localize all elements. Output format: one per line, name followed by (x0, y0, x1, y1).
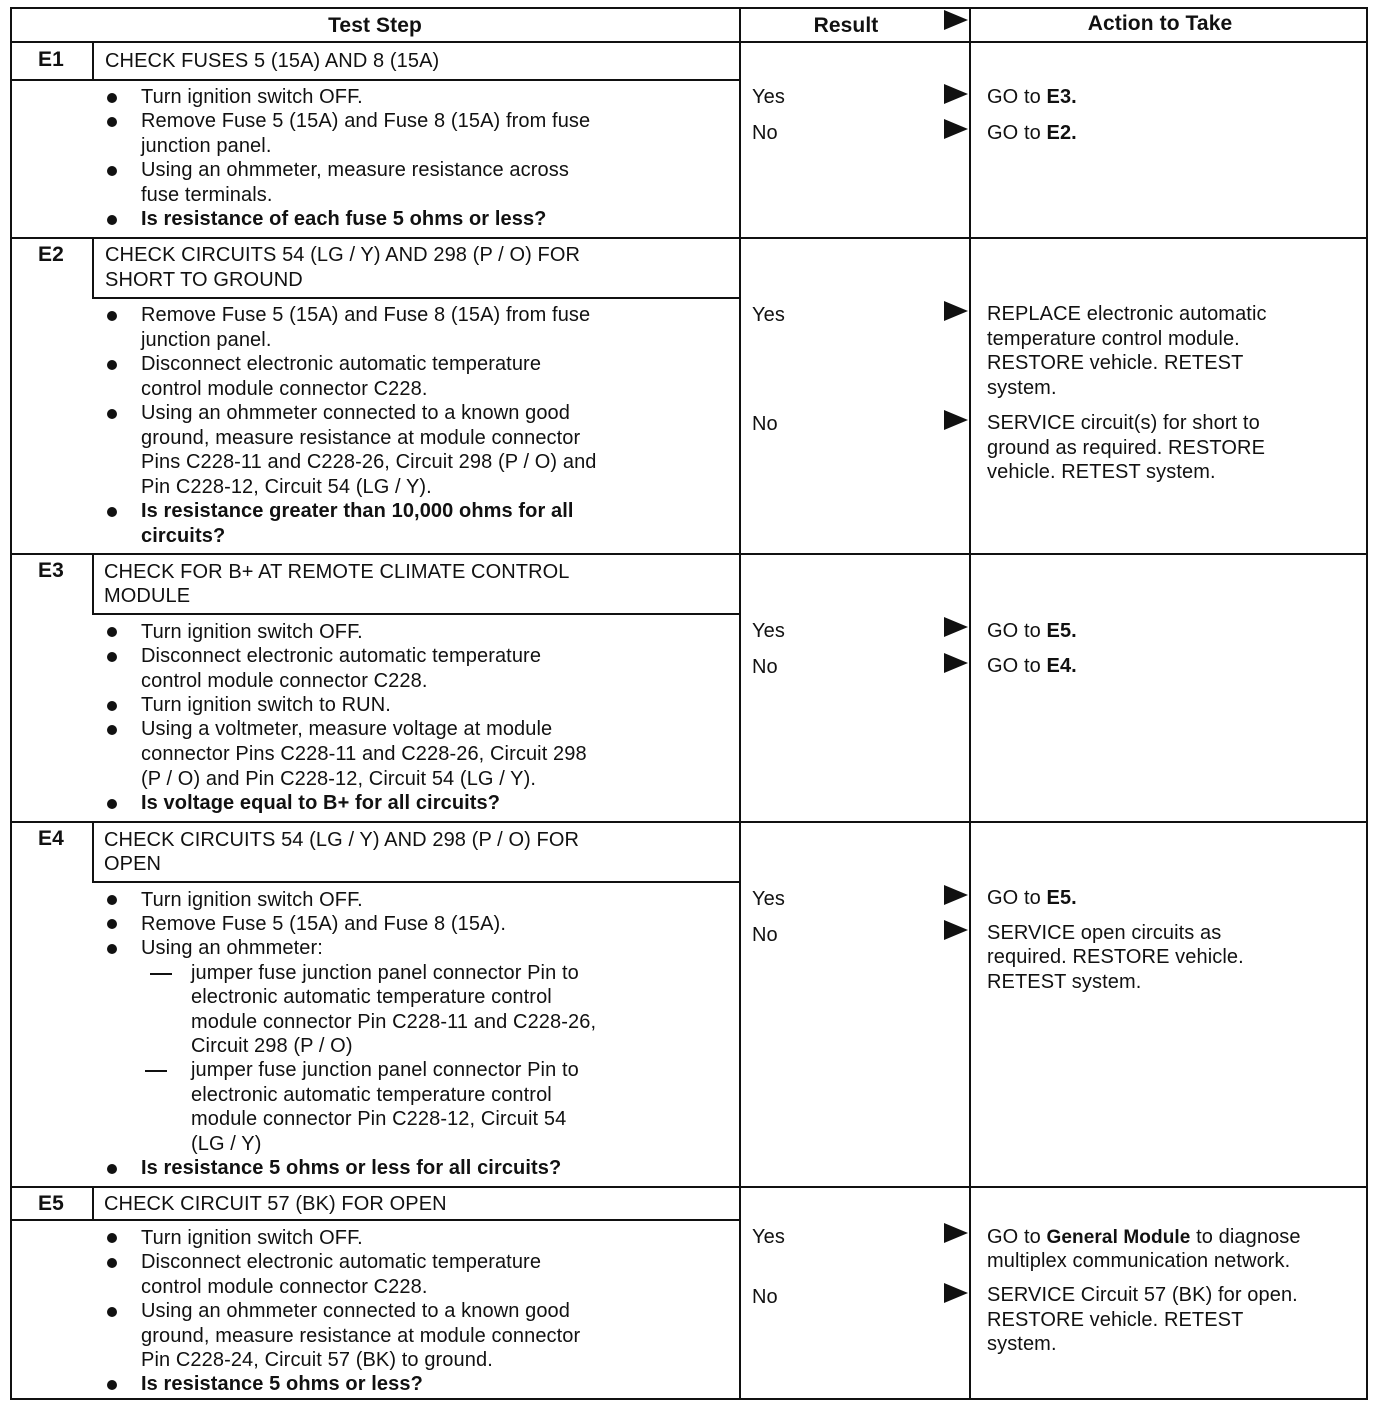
step-line: Using an ohmmeter, measure resistance across (141, 159, 569, 181)
action-text: ground as required. RESTORE (987, 437, 1266, 459)
arrow-icon (944, 1223, 968, 1243)
result-yes: Yes (752, 620, 785, 642)
step-line: Turn ignition switch OFF. (141, 86, 363, 108)
step-question: Is voltage equal to B+ for all circuits? (141, 792, 501, 814)
id-divider (92, 41, 94, 81)
step-line: ground, measure resistance at module connector (141, 427, 581, 449)
action-text: multiplex communication network. (987, 1250, 1291, 1272)
step-question: Is resistance of each fuse 5 ohms or less? (141, 208, 547, 230)
action-text: GO to E4. (987, 655, 1077, 677)
result-no: No (752, 924, 778, 946)
step-question: Is resistance greater than 10,000 ohms for all (141, 500, 574, 522)
step-id: E5 (38, 1192, 64, 1215)
arrow-icon (944, 920, 968, 940)
step-id: E1 (38, 48, 64, 71)
step-subline: electronic automatic temperature control (191, 1084, 552, 1106)
bullet-icon (107, 117, 117, 127)
title-divider (10, 79, 740, 81)
result-no: No (752, 656, 778, 678)
step-line: Disconnect electronic automatic temperature (141, 1251, 542, 1273)
bullet-icon (107, 799, 117, 809)
step-line: Pins C228-11 and C228-26, Circuit 298 (P / O) and (141, 451, 597, 473)
step-question: Is resistance 5 ohms or less for all circuits? (141, 1157, 562, 1179)
bullet-icon (107, 507, 117, 517)
step-line: connector Pins C228-11 and C228-26, Circuit 298 (141, 743, 587, 765)
step-subline: Circuit 298 (P / O) (191, 1035, 353, 1057)
action-text: system. (987, 1333, 1057, 1355)
bullet-icon (107, 1380, 117, 1390)
step-line: junction panel. (141, 329, 272, 351)
step-id: E2 (38, 243, 64, 266)
step-id: E3 (38, 559, 64, 582)
bullet-icon (107, 93, 117, 103)
step-id: E4 (38, 827, 64, 850)
step-line: Pin C228-12, Circuit 54 (LG / Y). (141, 476, 432, 498)
bullet-icon (107, 311, 117, 321)
action-text: RETEST system. (987, 971, 1142, 993)
step-line: Remove Fuse 5 (15A) and Fuse 8 (15A) from fuse (141, 304, 591, 326)
step-separator (10, 553, 1368, 555)
step-separator (10, 1186, 1368, 1188)
action-text: SERVICE open circuits as (987, 922, 1222, 944)
bullet-icon (107, 1258, 117, 1268)
result-yes: Yes (752, 1226, 785, 1248)
bullet-icon (107, 627, 117, 637)
step-subline: jumper fuse junction panel connector Pin to (191, 962, 579, 984)
action-text: vehicle. RETEST system. (987, 461, 1216, 483)
title-divider (10, 1219, 740, 1221)
step-line: Using a voltmeter, measure voltage at module (141, 718, 553, 740)
step-question: circuits? (141, 525, 226, 547)
header-action: Action to Take (1087, 12, 1233, 35)
step-line: Turn ignition switch OFF. (141, 621, 363, 643)
step-line: Using an ohmmeter: (141, 937, 323, 959)
header-result: Result (813, 14, 879, 37)
step-title: CHECK CIRCUIT 57 (BK) FOR OPEN (104, 1193, 447, 1215)
action-text: RESTORE vehicle. RETEST (987, 352, 1244, 374)
action-text: system. (987, 377, 1057, 399)
action-text: GO to E5. (987, 887, 1077, 909)
action-text: GO to E5. (987, 620, 1077, 642)
result-no: No (752, 413, 778, 435)
action-text: required. RESTORE vehicle. (987, 946, 1244, 968)
bullet-icon (107, 360, 117, 370)
step-title: SHORT TO GROUND (105, 269, 303, 291)
id-divider (92, 237, 94, 299)
title-divider (92, 613, 740, 615)
step-subline: electronic automatic temperature control (191, 986, 552, 1008)
title-divider (92, 297, 740, 299)
action-text: temperature control module. (987, 328, 1240, 350)
id-divider (92, 1186, 94, 1221)
step-line: fuse terminals. (141, 184, 273, 206)
bullet-icon (107, 1307, 117, 1317)
step-line: control module connector C228. (141, 1276, 428, 1298)
step-subline: jumper fuse junction panel connector Pin to (191, 1059, 579, 1081)
frame-bottom (10, 1398, 1368, 1400)
step-line: ground, measure resistance at module connector (141, 1325, 581, 1347)
step-line: Remove Fuse 5 (15A) and Fuse 8 (15A). (141, 913, 506, 935)
title-divider (92, 881, 740, 883)
divider-result (739, 7, 741, 1400)
action-text: GO to General Module to diagnose (987, 1226, 1301, 1248)
step-line: Using an ohmmeter connected to a known good (141, 1300, 571, 1322)
arrow-icon (944, 885, 968, 905)
action-text: SERVICE circuit(s) for short to (987, 412, 1260, 434)
action-text: RESTORE vehicle. RETEST (987, 1309, 1244, 1331)
result-yes: Yes (752, 304, 785, 326)
step-title: MODULE (104, 585, 191, 607)
arrow-icon (944, 84, 968, 104)
step-separator (10, 237, 1368, 239)
step-line: control module connector C228. (141, 670, 428, 692)
action-text: REPLACE electronic automatic (987, 303, 1267, 325)
header-arrow-icon (944, 10, 968, 30)
arrow-icon (944, 1283, 968, 1303)
action-text: GO to E3. (987, 86, 1077, 108)
frame-right (1366, 7, 1368, 1400)
step-question: Is resistance 5 ohms or less? (141, 1373, 423, 1395)
step-separator (10, 821, 1368, 823)
id-divider (92, 821, 94, 883)
result-yes: Yes (752, 888, 785, 910)
step-title: CHECK CIRCUITS 54 (LG / Y) AND 298 (P / O) FOR (104, 829, 580, 851)
step-title: CHECK FOR B+ AT REMOTE CLIMATE CONTROL (104, 561, 570, 583)
step-line: control module connector C228. (141, 378, 428, 400)
action-text: SERVICE Circuit 57 (BK) for open. (987, 1284, 1298, 1306)
step-line: Disconnect electronic automatic temperature (141, 645, 542, 667)
step-line: Pin C228-24, Circuit 57 (BK) to ground. (141, 1349, 493, 1371)
dash-icon (150, 973, 172, 975)
divider-action (969, 7, 971, 1400)
bullet-icon (107, 919, 117, 929)
step-line: Disconnect electronic automatic temperature (141, 353, 542, 375)
id-divider (92, 553, 94, 615)
bullet-icon (107, 409, 117, 419)
step-line: Remove Fuse 5 (15A) and Fuse 8 (15A) from fuse (141, 110, 591, 132)
step-subline: module connector Pin C228-11 and C228-26, (191, 1011, 597, 1033)
step-subline: module connector Pin C228-12, Circuit 54 (191, 1108, 567, 1130)
header-divider (10, 41, 1368, 43)
step-line: Turn ignition switch to RUN. (141, 694, 391, 716)
header-test-step: Test Step (328, 14, 422, 37)
step-line: Turn ignition switch OFF. (141, 889, 363, 911)
diagnostic-table (10, 7, 1368, 1400)
step-line: Turn ignition switch OFF. (141, 1227, 363, 1249)
step-title: CHECK CIRCUITS 54 (LG / Y) AND 298 (P / O) FOR (105, 244, 581, 266)
frame-top (10, 7, 1368, 9)
action-text: GO to E2. (987, 122, 1077, 144)
bullet-icon (107, 944, 117, 954)
result-no: No (752, 1286, 778, 1308)
step-line: Using an ohmmeter connected to a known good (141, 402, 571, 424)
bullet-icon (107, 1233, 117, 1243)
arrow-icon (944, 617, 968, 637)
bullet-icon (107, 701, 117, 711)
arrow-icon (944, 119, 968, 139)
arrow-icon (944, 653, 968, 673)
step-subline: (LG / Y) (191, 1133, 262, 1155)
step-title: CHECK FUSES 5 (15A) AND 8 (15A) (105, 50, 440, 72)
arrow-icon (944, 410, 968, 430)
result-yes: Yes (752, 86, 785, 108)
step-line: junction panel. (141, 135, 272, 157)
dash-icon (145, 1070, 167, 1072)
bullet-icon (107, 895, 117, 905)
bullet-icon (107, 166, 117, 176)
bullet-icon (107, 1164, 117, 1174)
step-title: OPEN (104, 853, 162, 875)
result-no: No (752, 122, 778, 144)
bullet-icon (107, 725, 117, 735)
step-line: (P / O) and Pin C228-12, Circuit 54 (LG / Y). (141, 768, 537, 790)
bullet-icon (107, 652, 117, 662)
bullet-icon (107, 215, 117, 225)
arrow-icon (944, 301, 968, 321)
